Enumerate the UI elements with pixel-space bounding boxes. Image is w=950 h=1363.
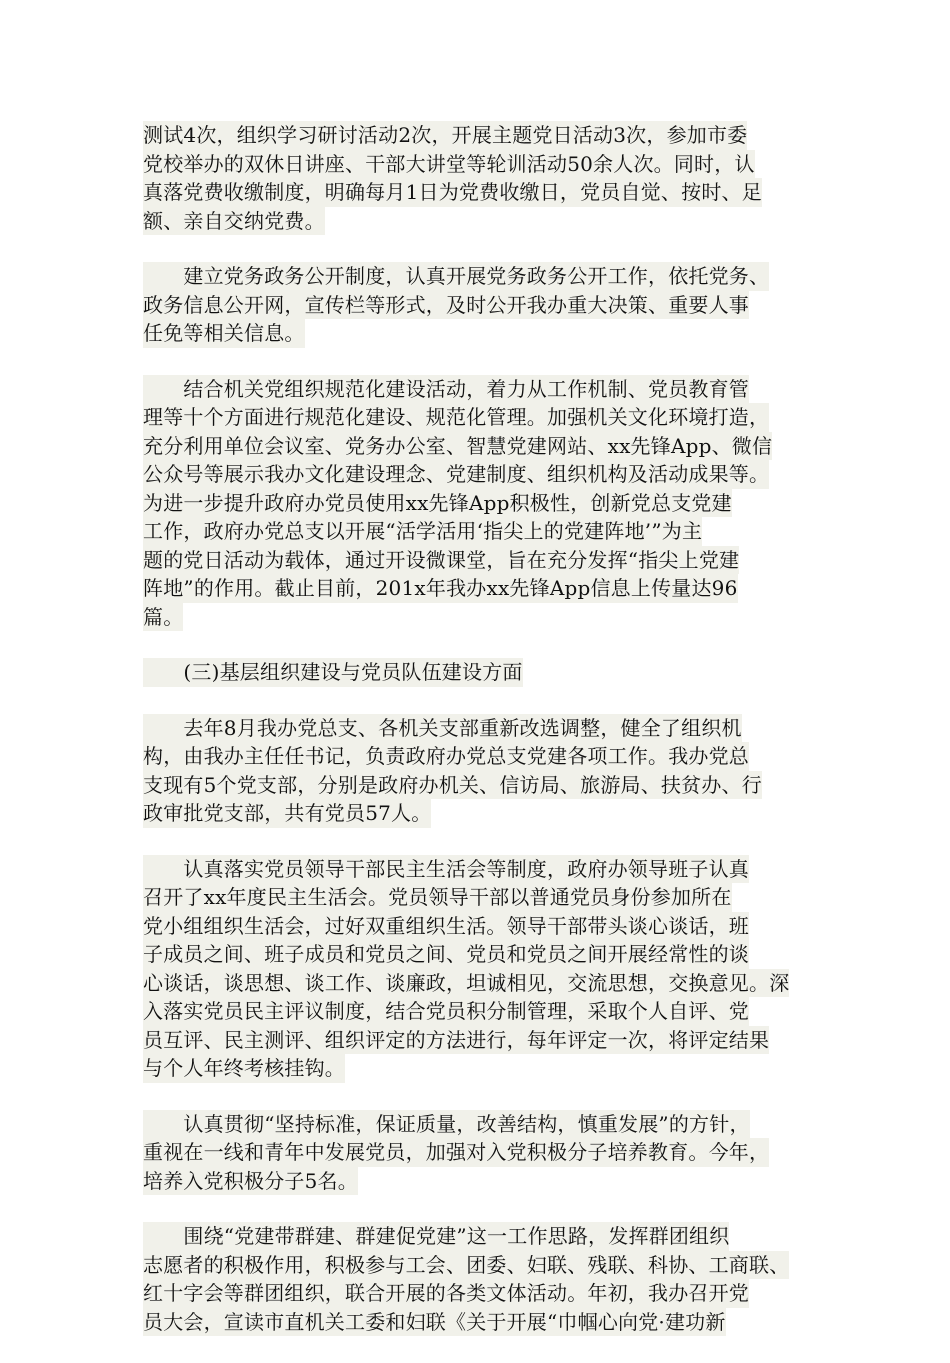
- paragraph: [143, 375, 833, 632]
- paragraph-text-line: 题的党日活动为载体，通过开设微课堂，旨在充分发挥“指尖上党建: [143, 546, 739, 575]
- paragraph-text-line: 结合机关党组织规范化建设活动，着力从工作机制、党员教育管: [143, 375, 749, 404]
- paragraph-text-line: 志愿者的积极作用，积极参与工会、团委、妇联、残联、科协、工商联、: [143, 1251, 789, 1280]
- paragraph: [143, 262, 833, 348]
- paragraph-text-line: 培养入党积极分子5名。: [143, 1167, 358, 1196]
- paragraph-text-line: 理等十个方面进行规范化建设、规范化管理。加强机关文化环境打造，: [143, 403, 769, 432]
- section-heading: [143, 658, 833, 687]
- paragraph-text-line: 心谈话，谈思想、谈工作、谈廉政，坦诚相见，交流思想，交换意见。深: [143, 969, 789, 998]
- paragraph-text-line: 党小组组织生活会，过好双重组织生活。领导干部带头谈心谈话，班: [143, 912, 749, 941]
- paragraph-text-line: 真落党费收缴制度，明确每月1日为党费收缴日，党员自觉、按时、足: [143, 178, 762, 207]
- paragraph: [143, 855, 833, 1083]
- paragraph-text-line: 支现有5个党支部，分别是政府办机关、信访局、旅游局、扶贫办、行: [143, 771, 762, 800]
- paragraph-text-line: 构，由我办主任任书记，负责政府办党总支党建各项工作。我办党总: [143, 742, 749, 771]
- paragraph-text-line: 任免等相关信息。: [143, 319, 305, 348]
- paragraph: [143, 714, 833, 828]
- paragraph-text-line: 测试4次，组织学习研讨活动2次，开展主题党日活动3次，参加市委: [143, 121, 747, 150]
- paragraph-text-line: 认真贯彻“坚持标准，保证质量，改善结构，慎重发展”的方针，: [143, 1110, 750, 1139]
- paragraph-text-line: 围绕“党建带群建、群建促党建”这一工作思路，发挥群团组织: [143, 1222, 729, 1251]
- paragraph-text-line: 公众号等展示我办文化建设理念、党建制度、组织机构及活动成果等。: [143, 460, 769, 489]
- paragraph-text-line: 召开了xx年度民主生活会。党员领导干部以普通党员身份参加所在: [143, 883, 732, 912]
- paragraph-text-line: 与个人年终考核挂钩。: [143, 1054, 345, 1083]
- paragraph-text-line: 重视在一线和青年中发展党员，加强对入党积极分子培养教育。今年，: [143, 1138, 769, 1167]
- paragraph-text-line: 政审批党支部，共有党员57人。: [143, 799, 431, 828]
- paragraph-text-line: 工作，政府办党总支以开展“活学活用‘指尖上的党建阵地’”为主: [143, 517, 702, 546]
- paragraph-text-line: 红十字会等群团组织，联合开展的各类文体活动。年初，我办召开党: [143, 1279, 749, 1308]
- paragraph-text-line: 子成员之间、班子成员和党员之间、党员和党员之间开展经常性的谈: [143, 940, 749, 969]
- paragraph: [143, 1222, 833, 1336]
- paragraph-text-line: 额、亲自交纳党费。: [143, 207, 325, 236]
- paragraph-text-line: 认真落实党员领导干部民主生活会等制度，政府办领导班子认真: [143, 855, 749, 884]
- paragraph-text-line: 建立党务政务公开制度，认真开展党务政务公开工作，依托党务、: [143, 262, 769, 291]
- paragraph-text-line: 员大会，宣读市直机关工委和妇联《关于开展“巾帼心向党·建功新: [143, 1308, 726, 1337]
- paragraph-text-line: 党校举办的双休日讲座、干部大讲堂等轮训活动50余人次。同时，认: [143, 150, 755, 179]
- document-body: [143, 121, 833, 1363]
- paragraph-text-line: 阵地”的作用。截止目前，201x年我办xx先锋App信息上传量达96: [143, 574, 738, 603]
- paragraph-text-line: 篇。: [143, 603, 183, 632]
- paragraph-text-line: 为进一步提升政府办党员使用xx先锋App积极性，创新党总支党建: [143, 489, 732, 518]
- paragraph: [143, 1110, 833, 1196]
- paragraph-text-line: 去年8月我办党总支、各机关支部重新改选调整，健全了组织机: [143, 714, 742, 743]
- paragraph: [143, 121, 833, 235]
- paragraph-text-line: 充分利用单位会议室、党务办公室、智慧党建网站、xx先锋App、微信: [143, 432, 772, 461]
- paragraph-text-line: 入落实党员民主评议制度，结合党员积分制管理，采取个人自评、党: [143, 997, 749, 1026]
- heading-text-line: (三)基层组织建设与党员队伍建设方面: [143, 658, 523, 687]
- paragraph-text-line: 员互评、民主测评、组织评定的方法进行，每年评定一次，将评定结果: [143, 1026, 769, 1055]
- paragraph-text-line: 政务信息公开网，宣传栏等形式，及时公开我办重大决策、重要人事: [143, 291, 749, 320]
